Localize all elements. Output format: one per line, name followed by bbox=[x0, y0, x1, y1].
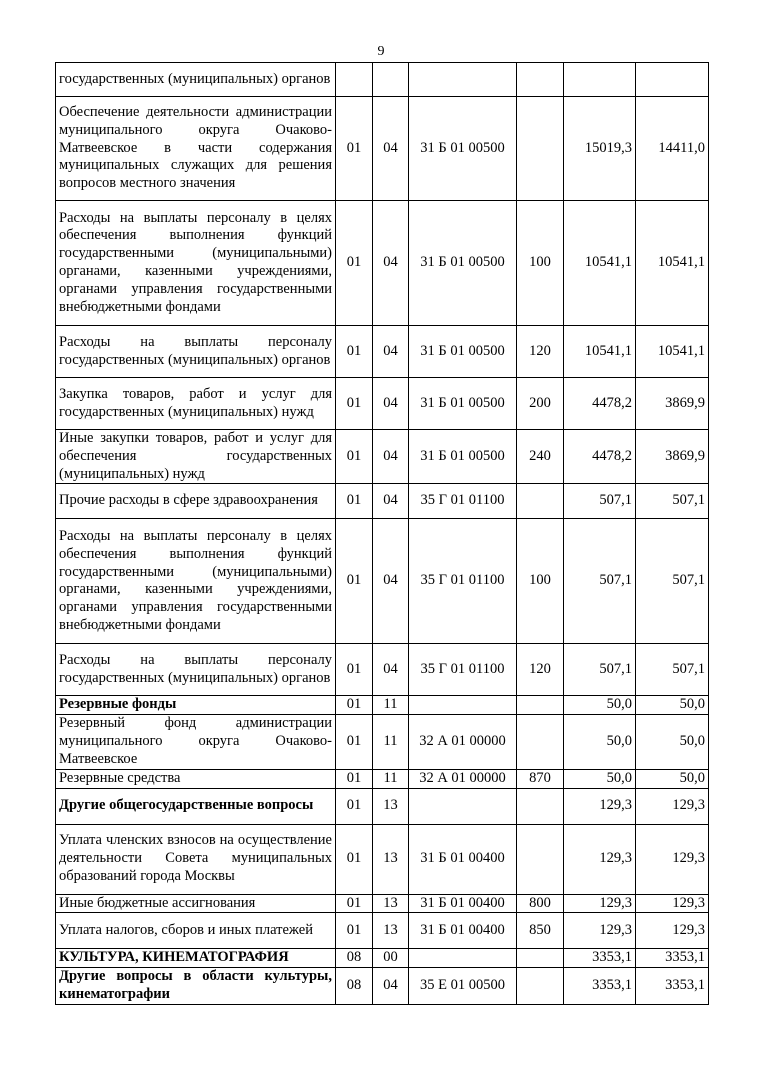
table-row bbox=[56, 644, 709, 696]
cell-section: 01 bbox=[336, 97, 373, 201]
cell-name: Резервный фонд администрации муниципального округа Очаково-Матвеевское bbox=[56, 715, 336, 769]
table-row bbox=[56, 769, 709, 788]
cell-subsection bbox=[373, 63, 409, 97]
cell-amount-1: 3353,1 bbox=[564, 968, 636, 1005]
table-row bbox=[56, 97, 709, 201]
table-row bbox=[56, 894, 709, 913]
cell-name: Расходы на выплаты персоналу в целях обеспечения выполнения функций государственными (муниципальными) органами, казенными учреждениями, органами управления государственными внебюджетными фондами bbox=[56, 519, 336, 644]
cell-target-article: 35 Г 01 01100 bbox=[409, 644, 517, 696]
cell-expense-type bbox=[517, 824, 564, 894]
table-row bbox=[56, 824, 709, 894]
cell-section: 01 bbox=[336, 644, 373, 696]
cell-section: 01 bbox=[336, 201, 373, 326]
cell-amount-2: 129,3 bbox=[636, 788, 709, 824]
cell-section: 01 bbox=[336, 519, 373, 644]
table-row bbox=[56, 430, 709, 484]
cell-target-article bbox=[409, 63, 517, 97]
cell-target-article: 31 Б 01 00400 bbox=[409, 913, 517, 949]
cell-target-article: 31 Б 01 00500 bbox=[409, 201, 517, 326]
cell-subsection: 04 bbox=[373, 519, 409, 644]
cell-amount-2: 129,3 bbox=[636, 894, 709, 913]
cell-subsection: 04 bbox=[373, 326, 409, 378]
cell-target-article bbox=[409, 696, 517, 715]
cell-subsection: 11 bbox=[373, 769, 409, 788]
cell-subsection: 04 bbox=[373, 484, 409, 519]
cell-target-article: 31 Б 01 00400 bbox=[409, 894, 517, 913]
cell-name: Уплата членских взносов на осуществление деятельности Совета муниципальных образований города Москвы bbox=[56, 824, 336, 894]
cell-amount-1: 3353,1 bbox=[564, 949, 636, 968]
cell-section: 01 bbox=[336, 894, 373, 913]
cell-amount-1: 50,0 bbox=[564, 696, 636, 715]
cell-section: 01 bbox=[336, 913, 373, 949]
cell-section: 08 bbox=[336, 968, 373, 1005]
cell-amount-2: 3869,9 bbox=[636, 378, 709, 430]
cell-name: Иные бюджетные ассигнования bbox=[56, 894, 336, 913]
cell-name: Другие общегосударственные вопросы bbox=[56, 788, 336, 824]
cell-amount-1: 4478,2 bbox=[564, 430, 636, 484]
cell-name: Расходы на выплаты персоналу государственных (муниципальных) органов bbox=[56, 644, 336, 696]
cell-expense-type bbox=[517, 968, 564, 1005]
cell-expense-type bbox=[517, 484, 564, 519]
cell-subsection: 13 bbox=[373, 894, 409, 913]
cell-amount-2: 10541,1 bbox=[636, 326, 709, 378]
cell-section: 01 bbox=[336, 326, 373, 378]
cell-expense-type bbox=[517, 63, 564, 97]
cell-amount-2: 3353,1 bbox=[636, 968, 709, 1005]
table-row bbox=[56, 519, 709, 644]
cell-expense-type bbox=[517, 715, 564, 769]
cell-amount-2: 507,1 bbox=[636, 484, 709, 519]
cell-section: 01 bbox=[336, 430, 373, 484]
table-row bbox=[56, 63, 709, 97]
cell-amount-2: 507,1 bbox=[636, 644, 709, 696]
cell-section bbox=[336, 63, 373, 97]
cell-amount-1: 4478,2 bbox=[564, 378, 636, 430]
cell-expense-type: 100 bbox=[517, 201, 564, 326]
table-row bbox=[56, 788, 709, 824]
cell-target-article: 35 Г 01 01100 bbox=[409, 484, 517, 519]
cell-target-article: 31 Б 01 00500 bbox=[409, 326, 517, 378]
cell-name: Резервные средства bbox=[56, 769, 336, 788]
page-number: 9 bbox=[377, 44, 385, 59]
cell-section: 01 bbox=[336, 696, 373, 715]
cell-amount-1: 129,3 bbox=[564, 788, 636, 824]
cell-amount-2: 14411,0 bbox=[636, 97, 709, 201]
cell-expense-type bbox=[517, 97, 564, 201]
cell-amount-1: 507,1 bbox=[564, 519, 636, 644]
cell-subsection: 04 bbox=[373, 644, 409, 696]
cell-expense-type: 120 bbox=[517, 326, 564, 378]
cell-amount-1: 10541,1 bbox=[564, 201, 636, 326]
table-row bbox=[56, 326, 709, 378]
cell-subsection: 04 bbox=[373, 968, 409, 1005]
cell-section: 01 bbox=[336, 824, 373, 894]
cell-subsection: 11 bbox=[373, 715, 409, 769]
cell-target-article bbox=[409, 949, 517, 968]
cell-amount-1: 50,0 bbox=[564, 769, 636, 788]
table-row bbox=[56, 201, 709, 326]
cell-subsection: 04 bbox=[373, 378, 409, 430]
cell-subsection: 13 bbox=[373, 824, 409, 894]
cell-expense-type bbox=[517, 788, 564, 824]
cell-amount-2: 129,3 bbox=[636, 824, 709, 894]
cell-section: 01 bbox=[336, 715, 373, 769]
cell-expense-type: 100 bbox=[517, 519, 564, 644]
cell-amount-2: 3869,9 bbox=[636, 430, 709, 484]
budget-table bbox=[55, 62, 709, 1005]
cell-expense-type bbox=[517, 696, 564, 715]
cell-expense-type bbox=[517, 949, 564, 968]
table-row bbox=[56, 378, 709, 430]
cell-subsection: 11 bbox=[373, 696, 409, 715]
cell-subsection: 00 bbox=[373, 949, 409, 968]
cell-name: Закупка товаров, работ и услуг для государственных (муниципальных) нужд bbox=[56, 378, 336, 430]
table-row bbox=[56, 949, 709, 968]
cell-target-article: 31 Б 01 00500 bbox=[409, 430, 517, 484]
cell-amount-2: 50,0 bbox=[636, 696, 709, 715]
cell-target-article: 31 Б 01 00500 bbox=[409, 97, 517, 201]
cell-amount-1: 129,3 bbox=[564, 824, 636, 894]
table-row bbox=[56, 715, 709, 769]
cell-name: государственных (муниципальных) органов bbox=[56, 63, 336, 97]
cell-section: 01 bbox=[336, 788, 373, 824]
cell-target-article: 32 А 01 00000 bbox=[409, 769, 517, 788]
cell-amount-2: 50,0 bbox=[636, 715, 709, 769]
cell-name: Другие вопросы в области культуры, кинематографии bbox=[56, 968, 336, 1005]
cell-name: Обеспечение деятельности администрации муниципального округа Очаково-Матвеевское в части содержания муниципальных служащих для решения вопросов местного значения bbox=[56, 97, 336, 201]
cell-expense-type: 850 bbox=[517, 913, 564, 949]
cell-target-article: 31 Б 01 00400 bbox=[409, 824, 517, 894]
cell-name: Расходы на выплаты персоналу в целях обеспечения выполнения функций государственными (муниципальными) органами, казенными учреждениями, органами управления государственными внебюджетными фондами bbox=[56, 201, 336, 326]
cell-amount-1: 10541,1 bbox=[564, 326, 636, 378]
cell-section: 08 bbox=[336, 949, 373, 968]
cell-name: КУЛЬТУРА, КИНЕМАТОГРАФИЯ bbox=[56, 949, 336, 968]
cell-amount-2 bbox=[636, 63, 709, 97]
table-row bbox=[56, 968, 709, 1005]
cell-amount-1: 507,1 bbox=[564, 644, 636, 696]
cell-amount-1: 15019,3 bbox=[564, 97, 636, 201]
cell-amount-2: 3353,1 bbox=[636, 949, 709, 968]
cell-amount-1: 507,1 bbox=[564, 484, 636, 519]
cell-subsection: 13 bbox=[373, 788, 409, 824]
cell-subsection: 04 bbox=[373, 201, 409, 326]
table-row bbox=[56, 484, 709, 519]
cell-name: Прочие расходы в сфере здравоохранения bbox=[56, 484, 336, 519]
cell-target-article: 31 Б 01 00500 bbox=[409, 378, 517, 430]
cell-amount-2: 129,3 bbox=[636, 913, 709, 949]
cell-section: 01 bbox=[336, 769, 373, 788]
cell-target-article bbox=[409, 788, 517, 824]
cell-section: 01 bbox=[336, 378, 373, 430]
table-row bbox=[56, 913, 709, 949]
cell-amount-1 bbox=[564, 63, 636, 97]
cell-amount-2: 507,1 bbox=[636, 519, 709, 644]
table-row bbox=[56, 696, 709, 715]
cell-amount-1: 129,3 bbox=[564, 894, 636, 913]
cell-name: Уплата налогов, сборов и иных платежей bbox=[56, 913, 336, 949]
cell-expense-type: 240 bbox=[517, 430, 564, 484]
cell-expense-type: 800 bbox=[517, 894, 564, 913]
cell-target-article: 32 А 01 00000 bbox=[409, 715, 517, 769]
cell-amount-2: 10541,1 bbox=[636, 201, 709, 326]
cell-target-article: 35 Е 01 00500 bbox=[409, 968, 517, 1005]
cell-section: 01 bbox=[336, 484, 373, 519]
cell-amount-2: 50,0 bbox=[636, 769, 709, 788]
cell-expense-type: 200 bbox=[517, 378, 564, 430]
cell-amount-1: 50,0 bbox=[564, 715, 636, 769]
cell-name: Расходы на выплаты персоналу государственных (муниципальных) органов bbox=[56, 326, 336, 378]
cell-name: Резервные фонды bbox=[56, 696, 336, 715]
cell-name: Иные закупки товаров, работ и услуг для обеспечения государственных (муниципальных) нужд bbox=[56, 430, 336, 484]
cell-expense-type: 120 bbox=[517, 644, 564, 696]
cell-subsection: 04 bbox=[373, 97, 409, 201]
cell-amount-1: 129,3 bbox=[564, 913, 636, 949]
cell-expense-type: 870 bbox=[517, 769, 564, 788]
cell-subsection: 13 bbox=[373, 913, 409, 949]
cell-subsection: 04 bbox=[373, 430, 409, 484]
cell-target-article: 35 Г 01 01100 bbox=[409, 519, 517, 644]
